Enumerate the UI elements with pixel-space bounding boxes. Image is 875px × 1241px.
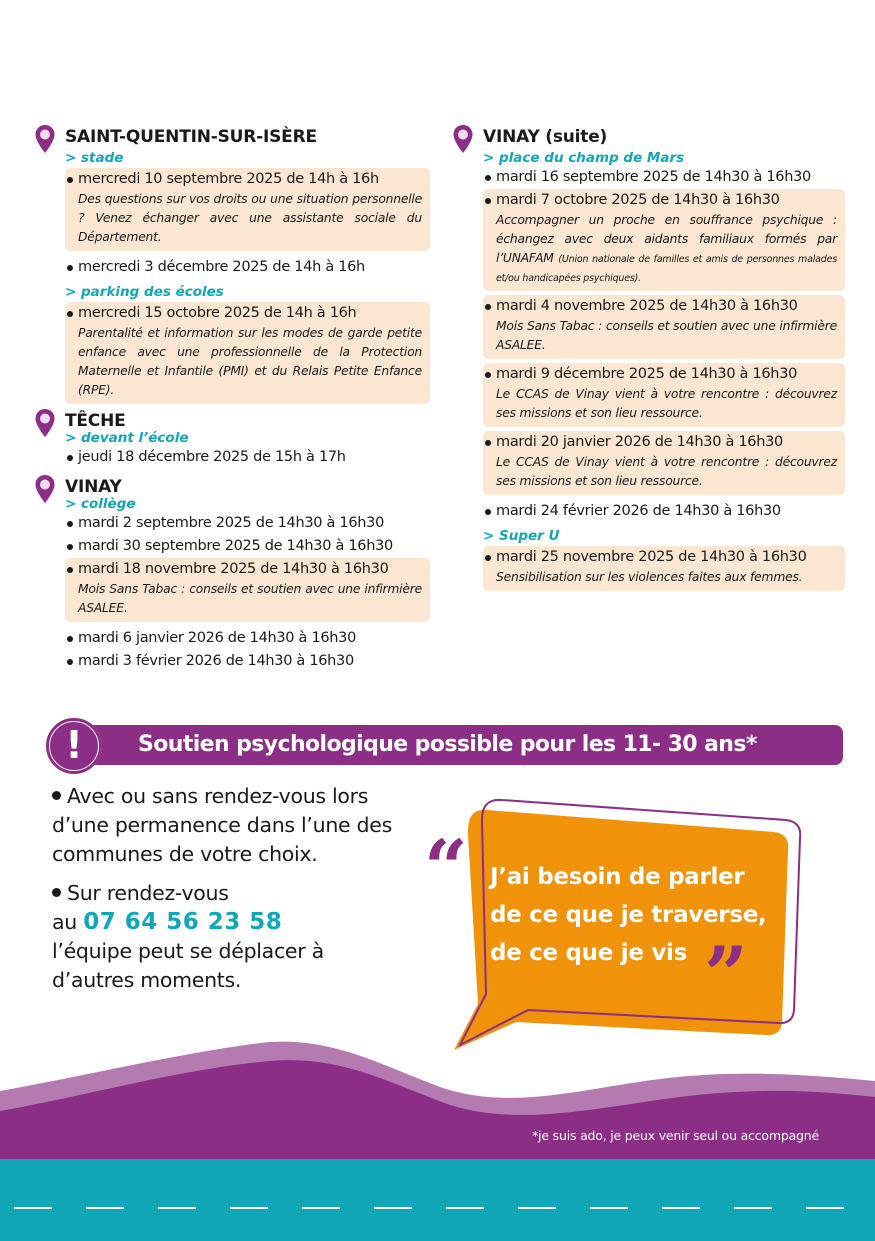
event-box [65,302,430,404]
event-list [483,546,845,591]
event-list [65,513,430,672]
info-text: au [52,910,77,934]
event-box [65,168,430,251]
event-date: jeudi 18 décembre 2025 de 15h à 17h [65,447,430,468]
event-list [65,447,430,468]
quote-line: J’ai besoin de parler [490,864,745,890]
event-note: Parentalité et information sur les modes de garde petite enfance avec une professionnelle de la Protection Maternelle et Infantile (PMI) et du Relais Petite Enfance (RPE). [78,326,422,397]
event-box [483,295,845,359]
right-column [452,124,845,595]
event-note: Le CCAS de Vinay vient à votre rencontre : découvrez ses missions et son lieu ressource. [496,387,837,420]
place-name: > stade [65,150,430,167]
support-info [52,782,392,1005]
town-name: VINAY [65,477,122,497]
banner-title: Soutien psychologique possible pour les 11- 30 ans* [138,732,757,757]
event-note-text: Accompagner un proche en souffrance psychique : échangez avec deux aidants familiaux formés par l’UNAFAM [496,213,837,265]
event-date: mardi 3 février 2026 de 14h30 à 16h30 [65,651,430,672]
event-list [483,167,845,522]
town-name: TÊCHE [65,411,126,431]
info-paragraph [52,782,392,869]
event-date: mardi 6 janvier 2026 de 14h30 à 16h30 [65,628,430,649]
event-date: mardi 24 février 2026 de 14h30 à 16h30 [483,501,845,522]
event-note-small: (Union nationale de familles et amis de personnes malades et/ou handicapées psychiques). [496,254,837,284]
event-note: Mois Sans Tabac : conseils et soutien avec une infirmière ASALEE. [496,319,837,352]
left-column [34,124,430,672]
event-note: Le CCAS de Vinay vient à votre rencontre : découvrez ses missions et son lieu ressource. [496,455,837,488]
event-date: mardi 20 janvier 2026 de 14h30 à 16h30 [483,432,837,453]
event-box [483,431,845,495]
event-note: Sensibilisation sur les violences faites aux femmes. [496,570,803,584]
place-name: > parking des écoles [65,284,430,301]
info-text: Sur rendez-vous [67,881,229,905]
event-list [65,168,430,278]
phone-number[interactable]: 07 64 56 23 58 [83,909,283,935]
event-note: Mois Sans Tabac : conseils et soutien avec une infirmière ASALEE. [78,582,422,615]
event-box [483,546,845,591]
event-date: mardi 2 septembre 2025 de 14h30 à 16h30 [65,513,430,534]
location-pin-icon [34,124,56,154]
quote-line: de ce que je traverse, [490,902,767,928]
info-paragraph [52,879,392,995]
event-date: mardi 4 novembre 2025 de 14h30 à 16h30 [483,296,837,317]
event-note [483,211,837,287]
bullet-icon [52,791,61,800]
location-pin-icon [34,408,56,438]
place-name: > devant l’école [65,430,430,447]
place-name: > place du champ de Mars [483,150,845,167]
event-list [65,302,430,404]
event-date: mercredi 15 octobre 2025 de 14h à 16h [65,303,422,324]
event-date: mardi 18 novembre 2025 de 14h30 à 16h30 [65,559,422,580]
place-name: > Super U [483,528,845,545]
exclamation-glyph: ! [65,723,83,767]
event-box [65,558,430,622]
open-quote-icon: “ [424,823,468,912]
event-date: mardi 16 septembre 2025 de 14h30 à 16h30 [483,167,845,188]
event-note: Des questions sur vos droits ou une situation personnelle ? Venez échanger avec une assistante sociale du Département. [78,192,422,244]
event-date: mercredi 10 septembre 2025 de 14h à 16h [65,169,422,190]
event-box [483,363,845,427]
event-box [483,189,845,291]
event-date: mardi 7 octobre 2025 de 14h30 à 16h30 [483,190,837,211]
event-date: mardi 30 septembre 2025 de 14h30 à 16h30 [65,536,430,557]
location-pin-icon [34,474,56,504]
close-quote-icon: ” [704,930,748,1019]
section-banner [46,718,843,774]
info-text: Avec ou sans rendez-vous lors d’une permanence dans l’une des communes de votre choix. [52,784,392,866]
event-date: mardi 9 décembre 2025 de 14h30 à 16h30 [483,364,837,385]
footnote: *je suis ado, je peux venir seul ou accompagné [532,1128,819,1143]
quote-line: de ce que je vis [490,940,688,966]
info-text: l’équipe peut se déplacer à d’autres moments. [52,939,324,992]
location-pin-icon [452,124,474,154]
bullet-icon [52,888,61,897]
town-name: VINAY (suite) [483,127,608,147]
event-date: mardi 25 novembre 2025 de 14h30 à 16h30 [483,547,837,568]
event-date: mercredi 3 décembre 2025 de 14h à 16h [65,257,430,278]
town-name: SAINT-QUENTIN-SUR-ISÈRE [65,127,317,147]
place-name: > collège [65,496,430,513]
